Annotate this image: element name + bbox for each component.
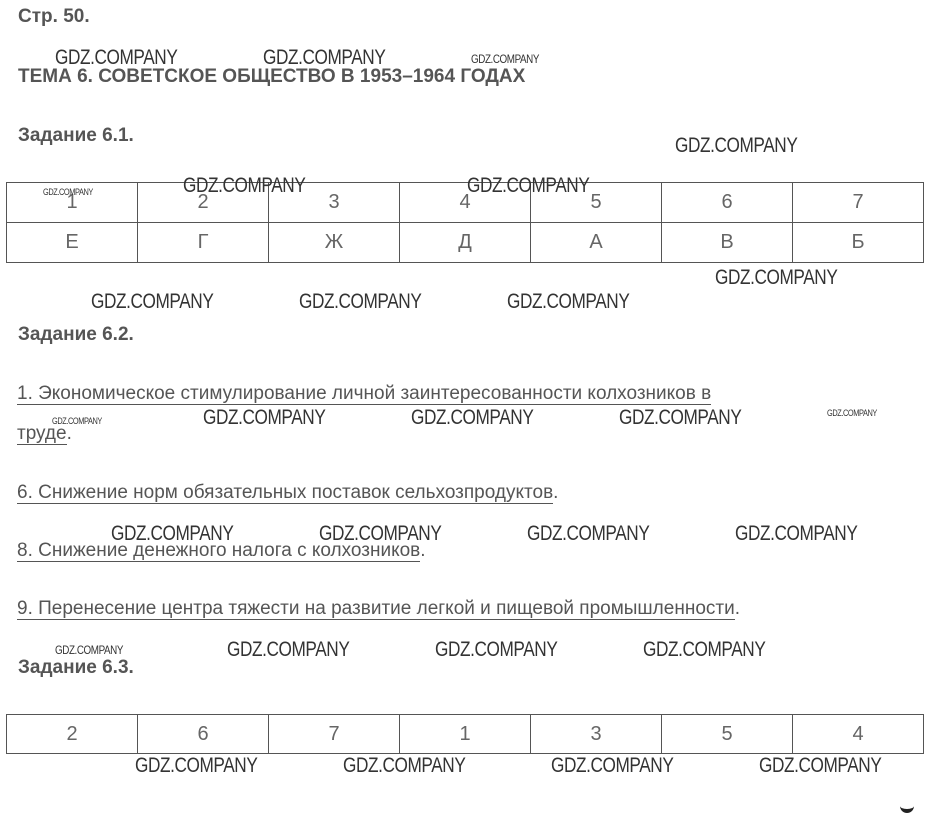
- watermark: GDZ.COMPANY: [411, 406, 534, 429]
- table-cell: 7: [793, 183, 924, 223]
- watermark: GDZ.COMPANY: [735, 522, 858, 545]
- table-cell: 5: [662, 715, 793, 754]
- table-cell: Ж: [269, 223, 400, 263]
- watermark: GDZ.COMPANY: [135, 754, 258, 777]
- watermark: GDZ.COMPANY: [299, 290, 422, 313]
- watermark: GDZ.COMPANY: [827, 408, 877, 418]
- table-cell: 4: [400, 183, 531, 223]
- watermark: GDZ.COMPANY: [343, 754, 466, 777]
- task-3-title: Задание 6.3.: [18, 657, 134, 678]
- answer-text: 1. Экономическое стимулирование личной заинтересованности колхозников в: [17, 383, 712, 404]
- answer-end: .: [734, 598, 740, 619]
- watermark: GDZ.COMPANY: [619, 406, 742, 429]
- watermark: GDZ.COMPANY: [435, 638, 558, 661]
- watermark: GDZ.COMPANY: [55, 643, 124, 657]
- watermark: GDZ.COMPANY: [111, 522, 234, 545]
- task-3-sequence-row: [7, 715, 924, 754]
- table-cell: 3: [269, 183, 400, 223]
- task-1-table: [6, 182, 924, 263]
- watermark: GDZ.COMPANY: [319, 522, 442, 545]
- page-reference: Стр. 50.: [18, 6, 90, 27]
- task-2-title: Задание 6.2.: [18, 324, 134, 345]
- watermark: GDZ.COMPANY: [715, 266, 838, 289]
- task-1-numbers-row: [7, 183, 924, 223]
- answer-text: 6. Снижение норм обязательных поставок сельхозпродуктов: [17, 482, 554, 503]
- table-cell: 2: [7, 715, 138, 754]
- task-3-table: [6, 714, 924, 754]
- watermark: GDZ.COMPANY: [643, 638, 766, 661]
- answer-item: [17, 473, 558, 513]
- table-cell: Б: [793, 223, 924, 263]
- watermark: GDZ.COMPANY: [675, 134, 798, 157]
- watermark: GDZ.COMPANY: [183, 174, 306, 197]
- answer-end: .: [66, 423, 72, 444]
- table-cell: 1: [7, 183, 138, 223]
- table-cell: Г: [138, 223, 269, 263]
- watermark: GDZ.COMPANY: [91, 290, 214, 313]
- answer-text: труде: [17, 423, 67, 444]
- watermark: GDZ.COMPANY: [759, 754, 882, 777]
- answer-text: 9. Перенесение центра тяжести на развитие легкой и пищевой промышленности: [17, 598, 735, 619]
- table-cell: 6: [662, 183, 793, 223]
- watermark: GDZ.COMPANY: [263, 46, 386, 69]
- table-cell: 7: [269, 715, 400, 754]
- table-cell: А: [531, 223, 662, 263]
- table-cell: 6: [138, 715, 269, 754]
- watermark: GDZ.COMPANY: [52, 416, 102, 426]
- corner-mark: [900, 801, 914, 813]
- table-cell: Д: [400, 223, 531, 263]
- watermark: GDZ.COMPANY: [43, 187, 93, 197]
- watermark: GDZ.COMPANY: [55, 46, 178, 69]
- table-cell: 2: [138, 183, 269, 223]
- task-1-title: Задание 6.1.: [18, 125, 134, 146]
- table-cell: В: [662, 223, 793, 263]
- table-cell: 1: [400, 715, 531, 754]
- answer-item: [17, 374, 711, 454]
- watermark: GDZ.COMPANY: [467, 174, 590, 197]
- table-cell: Е: [7, 223, 138, 263]
- watermark: GDZ.COMPANY: [527, 522, 650, 545]
- watermark: GDZ.COMPANY: [551, 754, 674, 777]
- answer-text: 8. Снижение денежного налога с колхозников: [17, 540, 421, 561]
- task-1-letters-row: [7, 223, 924, 263]
- watermark: GDZ.COMPANY: [203, 406, 326, 429]
- topic-title: ТЕМА 6. СОВЕТСКОЕ ОБЩЕСТВО В 1953–1964 ГОДАХ: [18, 66, 526, 87]
- answer-end: .: [553, 482, 559, 503]
- watermark: GDZ.COMPANY: [507, 290, 630, 313]
- table-cell: 3: [531, 715, 662, 754]
- table-cell: 5: [531, 183, 662, 223]
- table-cell: 4: [793, 715, 924, 754]
- watermark: GDZ.COMPANY: [471, 52, 540, 66]
- answer-item: [17, 589, 740, 629]
- watermark: GDZ.COMPANY: [227, 638, 350, 661]
- answer-end: .: [420, 540, 426, 561]
